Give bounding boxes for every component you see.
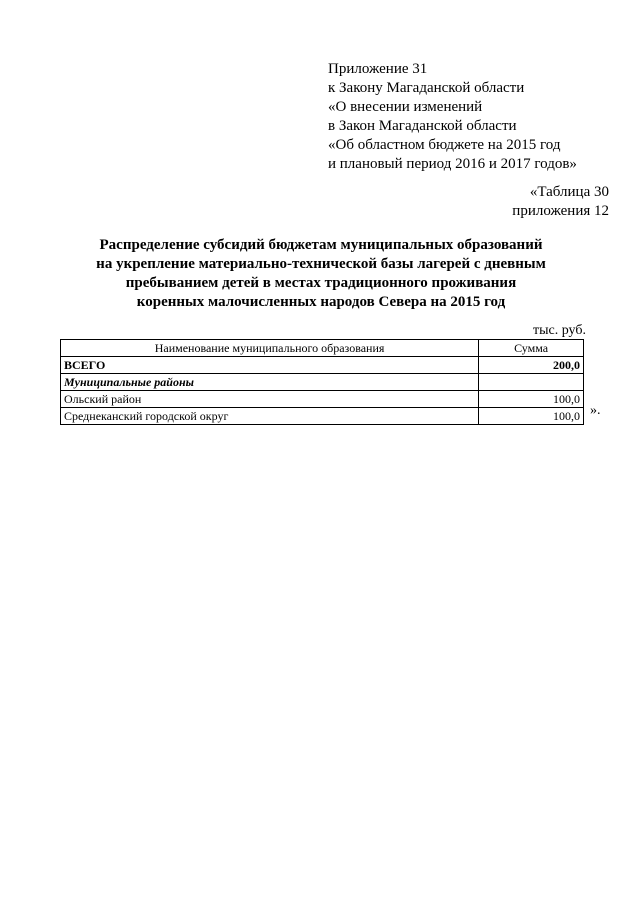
group-row: [61, 374, 584, 391]
subsidy-table: [60, 339, 584, 425]
title-line: Распределение субсидий бюджетам муниципальных образований: [99, 237, 543, 253]
appendix-line: «О внесении изменений: [328, 99, 483, 115]
table-header-row: [61, 340, 584, 357]
title-line: пребыванием детей в местах традиционного проживания: [125, 275, 517, 291]
appendix-line: в Закон Магаданской области: [328, 118, 517, 134]
table-row: [61, 408, 584, 425]
appendix-line: и плановый период 2016 и 2017 годов»: [328, 156, 577, 172]
total-row: [61, 357, 584, 374]
appendix-header: [328, 60, 577, 174]
appendix-line: Приложение 31: [328, 61, 428, 77]
appendix-line: «Об областном бюджете на 2015 год: [328, 137, 561, 153]
header-name: Наименование муниципального образования: [61, 340, 479, 357]
row-name: Среднеканский городской округ: [61, 408, 479, 425]
total-sum: 200,0: [479, 357, 584, 374]
total-name: ВСЕГО: [61, 357, 479, 374]
group-sum: [479, 374, 584, 391]
appendix-line: к Закону Магаданской области: [328, 80, 525, 96]
title-line: на укрепление материально-технической базы лагерей с дневным: [96, 256, 546, 272]
header-sum: Сумма: [479, 340, 584, 357]
row-sum: 100,0: [479, 408, 584, 425]
table-reference: [512, 183, 609, 221]
closing-quote: ».: [590, 403, 601, 418]
table-reference-line1: «Таблица 30: [529, 184, 609, 200]
document-title: [60, 236, 582, 312]
table-reference-line2: приложения 12: [512, 203, 609, 219]
table-row: [61, 391, 584, 408]
row-name: Ольский район: [61, 391, 479, 408]
units-label: тыс. руб.: [533, 323, 586, 338]
row-sum: 100,0: [479, 391, 584, 408]
title-line: коренных малочисленных народов Севера на 2015 год: [136, 294, 506, 310]
group-name: Муниципальные районы: [61, 374, 479, 391]
